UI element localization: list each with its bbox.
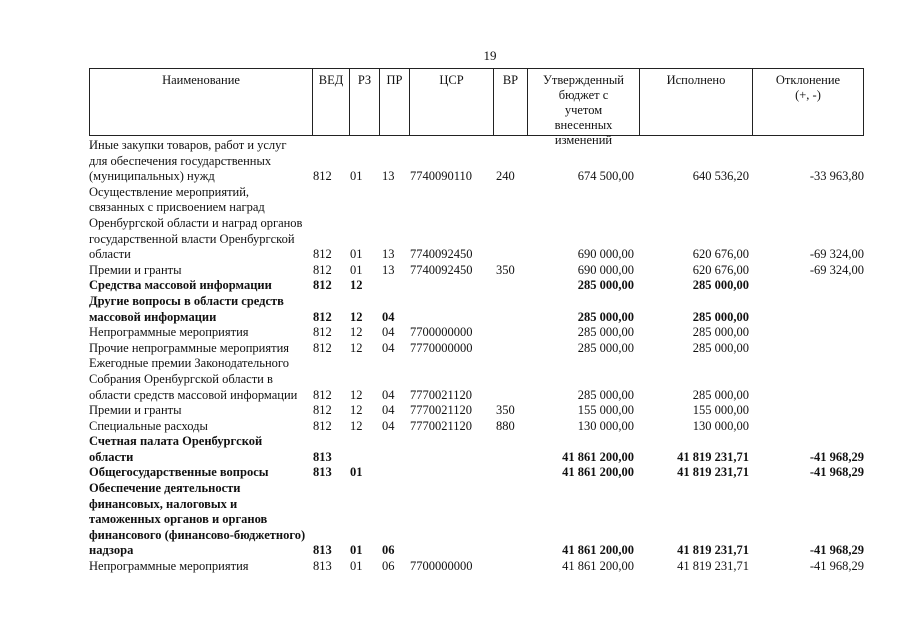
cell-vr: 350 — [496, 262, 515, 277]
table-row — [89, 278, 864, 294]
cell-deviation: -41 968,29 — [809, 465, 864, 480]
cell-ved: 812 — [313, 262, 332, 277]
cell-name: Иные закупки товаров, работ и услуг для обеспечения государственных (муниципальных) нужд — [89, 138, 287, 184]
header-csr: ЦСР — [409, 69, 493, 135]
cell-pr: 04 — [382, 325, 395, 340]
cell-budget: 130 000,00 — [577, 418, 634, 433]
cell-pr: 13 — [382, 262, 395, 277]
cell-ved: 812 — [313, 309, 332, 324]
cell-executed: 285 000,00 — [692, 309, 749, 324]
cell-ved: 812 — [313, 387, 332, 402]
cell-csr: 7770000000 — [410, 340, 473, 355]
cell-budget: 285 000,00 — [577, 325, 634, 340]
cell-executed: 41 819 231,71 — [677, 465, 749, 480]
cell-executed: 41 819 231,71 — [677, 543, 749, 558]
cell-budget: 41 861 200,00 — [562, 559, 634, 574]
cell-pr: 06 — [382, 559, 395, 574]
cell-pr: 04 — [382, 418, 395, 433]
cell-name: Премии и гранты — [89, 262, 182, 277]
cell-csr: 7740092450 — [410, 262, 473, 277]
cell-csr: 7770021120 — [410, 418, 473, 433]
cell-name: Специальные расходы — [89, 418, 208, 433]
cell-rz: 01 — [350, 543, 363, 558]
cell-csr: 7700000000 — [410, 325, 473, 340]
cell-rz: 12 — [350, 403, 363, 418]
cell-name: Премии и гранты — [89, 403, 182, 418]
cell-rz: 01 — [350, 262, 363, 277]
cell-pr: 04 — [382, 387, 395, 402]
cell-executed: 130 000,00 — [692, 418, 749, 433]
cell-ved: 812 — [313, 325, 332, 340]
cell-budget: 285 000,00 — [577, 340, 634, 355]
cell-executed: 285 000,00 — [692, 387, 749, 402]
cell-ved: 813 — [313, 465, 332, 480]
cell-ved: 812 — [313, 403, 332, 418]
cell-name: Средства массовой информации — [89, 278, 272, 293]
table-row — [89, 341, 864, 357]
header-rz: РЗ — [349, 69, 379, 135]
table-header — [89, 68, 864, 147]
cell-pr: 04 — [382, 309, 395, 324]
cell-budget: 285 000,00 — [577, 387, 634, 402]
cell-executed: 41 819 231,71 — [677, 449, 749, 464]
cell-executed: 155 000,00 — [692, 403, 749, 418]
cell-name: Другие вопросы в области средств массовой информации — [89, 293, 284, 324]
table-row — [89, 356, 864, 403]
cell-ved: 812 — [313, 418, 332, 433]
table-row — [89, 325, 864, 341]
cell-budget: 690 000,00 — [577, 247, 634, 262]
table-row — [89, 138, 864, 185]
cell-csr: 7740090110 — [410, 169, 473, 184]
header-pr: ПР — [379, 69, 409, 135]
cell-name: Обеспечение деятельности финансовых, налоговых и таможенных органов и органов финансового (финансово-бюджетного) надзора — [89, 481, 306, 558]
cell-pr: 13 — [382, 247, 395, 262]
header-deviation: Отклонение (+, -) — [752, 69, 863, 135]
cell-name: Непрограммные мероприятия — [89, 325, 249, 340]
cell-vr: 240 — [496, 169, 515, 184]
cell-rz: 01 — [350, 465, 363, 480]
cell-name: Прочие непрограммные мероприятия — [89, 340, 290, 355]
cell-rz: 12 — [350, 325, 363, 340]
cell-budget: 285 000,00 — [577, 309, 634, 324]
cell-vr: 350 — [496, 403, 515, 418]
cell-deviation: -41 968,29 — [809, 559, 864, 574]
table-row — [89, 559, 864, 575]
cell-ved: 813 — [313, 543, 332, 558]
cell-budget: 41 861 200,00 — [562, 543, 634, 558]
cell-name: Ежегодные премии Законодательного Собрания Оренбургской области в области средств массовой информации — [89, 356, 298, 402]
cell-rz: 12 — [350, 278, 363, 293]
cell-executed: 620 676,00 — [692, 262, 749, 277]
cell-deviation: -41 968,29 — [809, 449, 864, 464]
cell-executed: 640 536,20 — [692, 169, 749, 184]
cell-deviation: -41 968,29 — [809, 543, 864, 558]
cell-rz: 12 — [350, 309, 363, 324]
cell-deviation: -69 324,00 — [809, 262, 864, 277]
cell-ved: 812 — [313, 340, 332, 355]
table-row — [89, 481, 864, 559]
cell-executed: 285 000,00 — [692, 340, 749, 355]
cell-vr: 880 — [496, 418, 515, 433]
header-vr: ВР — [493, 69, 527, 135]
cell-executed: 285 000,00 — [692, 278, 749, 293]
cell-name: Счетная палата Оренбургской области — [89, 434, 263, 464]
cell-rz: 01 — [350, 247, 363, 262]
cell-rz: 12 — [350, 340, 363, 355]
cell-deviation: -33 963,80 — [809, 169, 864, 184]
cell-budget: 41 861 200,00 — [562, 449, 634, 464]
cell-budget: 285 000,00 — [577, 278, 634, 293]
cell-ved: 813 — [313, 449, 332, 464]
cell-ved: 813 — [313, 559, 332, 574]
cell-ved: 812 — [313, 278, 332, 293]
cell-rz: 01 — [350, 169, 363, 184]
table-row — [89, 434, 864, 465]
cell-name: Осуществление мероприятий, связанных с присвоением наград Оренбургской области и наград органов государственной власти Оренбургской области — [89, 184, 303, 262]
table-row — [89, 403, 864, 419]
table-row — [89, 465, 864, 481]
table-row — [89, 263, 864, 279]
cell-csr: 7740092450 — [410, 247, 473, 262]
cell-ved: 812 — [313, 247, 332, 262]
table-row — [89, 294, 864, 325]
cell-executed: 41 819 231,71 — [677, 559, 749, 574]
table-row — [89, 419, 864, 435]
cell-name: Непрограммные мероприятия — [89, 559, 249, 574]
cell-deviation: -69 324,00 — [809, 247, 864, 262]
header-budget: Утвержденный бюджет с учетом внесенных изменений — [527, 69, 639, 135]
cell-budget: 690 000,00 — [577, 262, 634, 277]
header-executed: Исполнено — [639, 69, 752, 135]
cell-rz: 12 — [350, 387, 363, 402]
cell-budget: 41 861 200,00 — [562, 465, 634, 480]
cell-executed: 285 000,00 — [692, 325, 749, 340]
cell-csr: 7770021120 — [410, 387, 473, 402]
cell-pr: 04 — [382, 340, 395, 355]
cell-pr: 04 — [382, 403, 395, 418]
cell-budget: 155 000,00 — [577, 403, 634, 418]
header-name: Наименование — [162, 73, 240, 87]
cell-name: Общегосударственные вопросы — [89, 465, 269, 480]
page-number: 19 — [483, 48, 497, 63]
cell-pr: 06 — [382, 543, 395, 558]
cell-budget: 674 500,00 — [577, 169, 634, 184]
cell-csr: 7770021120 — [410, 403, 473, 418]
table-row — [89, 185, 864, 263]
table-body — [89, 138, 864, 575]
cell-rz: 01 — [350, 559, 363, 574]
cell-executed: 620 676,00 — [692, 247, 749, 262]
cell-ved: 812 — [313, 169, 332, 184]
cell-rz: 12 — [350, 418, 363, 433]
cell-csr: 7700000000 — [410, 559, 473, 574]
cell-pr: 13 — [382, 169, 395, 184]
header-ved: ВЕД — [312, 69, 349, 135]
